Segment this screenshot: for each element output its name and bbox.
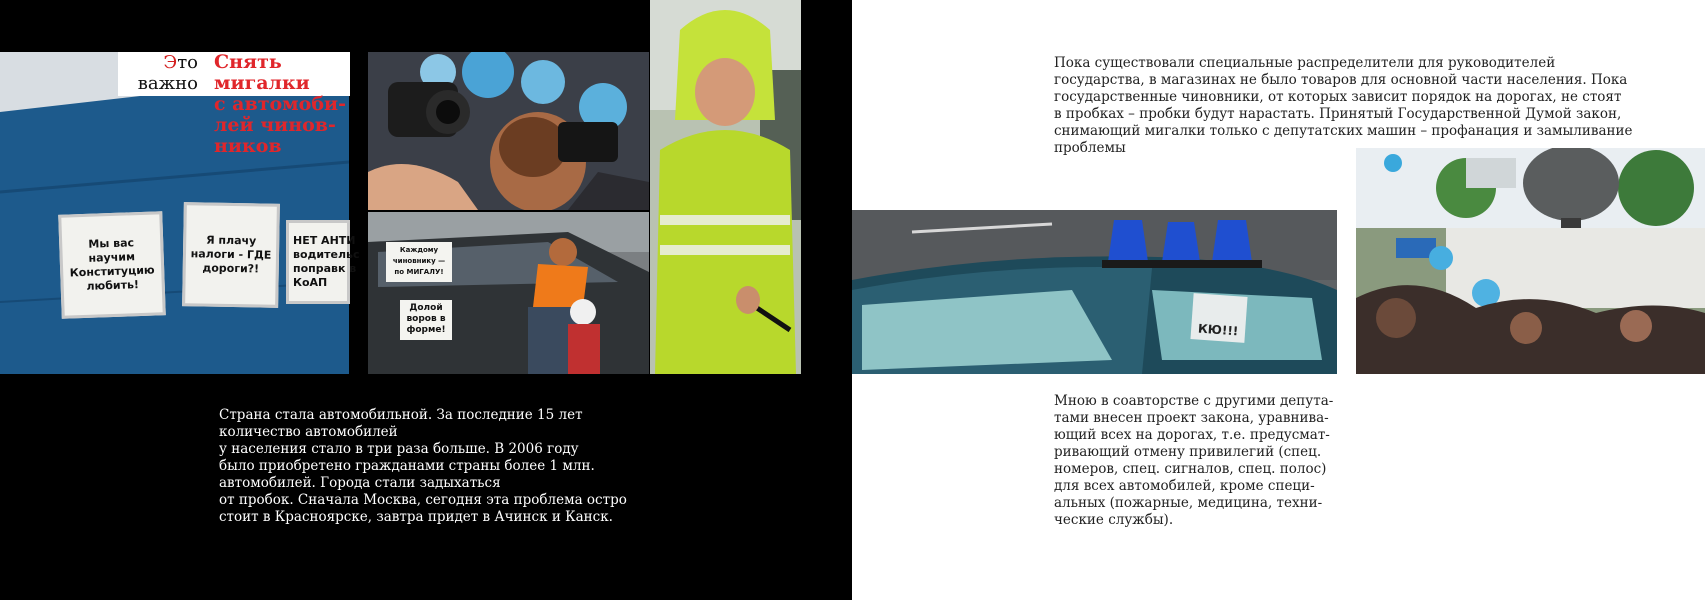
label-initial: Э bbox=[163, 52, 178, 73]
text-line: ческие службы). bbox=[1054, 512, 1174, 528]
left-body-text bbox=[219, 407, 639, 526]
title-line: Снять bbox=[214, 51, 282, 73]
car-sign: Каждому чиновнику — по МИГАЛУ! bbox=[386, 242, 452, 282]
protest-sign: Мы вас научим Конституцию любить! bbox=[58, 211, 166, 319]
text-line: проблемы bbox=[1054, 140, 1126, 156]
car-sign: Долой воров в форме! bbox=[400, 300, 452, 340]
protest-sign: Я плачу налоги - ГДЕ дороги?! bbox=[182, 202, 280, 308]
text-line: стоит в Красноярске, завтра придет в Ачинск и Канск. bbox=[219, 509, 613, 525]
text-line: от пробок. Сначала Москва, сегодня эта проблема остро bbox=[219, 492, 627, 508]
label-line-2: важно bbox=[137, 73, 198, 94]
text-line: было приобретено гражданами страны более 1 млн. bbox=[219, 458, 595, 474]
text-line: ющий всех на дорогах, т.е. предусмат- bbox=[1054, 427, 1330, 443]
police-car-photo bbox=[852, 210, 1337, 374]
text-line: номеров, спец. сигналов, спец. полос) bbox=[1054, 461, 1327, 477]
traffic-officer-photo bbox=[650, 0, 801, 374]
crowd-satellite-photo bbox=[1356, 148, 1705, 374]
text-line: Мною в соавторстве с другими депута- bbox=[1054, 393, 1334, 409]
section-title bbox=[214, 52, 354, 157]
text-line: государства, в магазинах не было товаров для основной части населения. Пока bbox=[1054, 72, 1628, 88]
photographers-photo bbox=[368, 52, 649, 210]
text-line: альных (пожарные, медицина, техни- bbox=[1054, 495, 1323, 511]
title-line: мигалки bbox=[214, 72, 310, 94]
right-top-text bbox=[1054, 55, 1654, 157]
protest-sign: НЕТ АНТИ водительс поправк в КоАП bbox=[286, 220, 350, 304]
text-line: снимающий мигалки только с депутатских машин – профанация и замыливание bbox=[1054, 123, 1633, 139]
text-line: Пока существовали специальные распределители для руководителей bbox=[1054, 55, 1556, 71]
text-line: государственные чиновники, от которых зависит порядок на дорогах, не стоят bbox=[1054, 89, 1622, 105]
right-bottom-text bbox=[1054, 393, 1354, 529]
section-label bbox=[128, 52, 198, 94]
label-rest: то bbox=[177, 52, 198, 73]
text-line: количество автомобилей bbox=[219, 424, 398, 440]
title-line: ников bbox=[214, 135, 282, 157]
title-line: лей чинов- bbox=[214, 114, 336, 136]
car-protest-photo bbox=[368, 212, 649, 374]
text-line: Страна стала автомобильной. За последние 15 лет bbox=[219, 407, 583, 423]
text-line: тами внесен проект закона, уравнива- bbox=[1054, 410, 1329, 426]
text-line: у населения стало в три раза больше. В 2006 году bbox=[219, 441, 579, 457]
title-line: с автомоби- bbox=[214, 93, 346, 115]
window-sign: КЮ!!! bbox=[1190, 293, 1247, 343]
text-line: для всех автомобилей, кроме специ- bbox=[1054, 478, 1315, 494]
text-line: автомобилей. Города стали задыхаться bbox=[219, 475, 501, 491]
text-line: ривающий отмену привилегий (спец. bbox=[1054, 444, 1322, 460]
text-line: в пробках – пробки будут нарастать. Принятый Государственной Думой закон, bbox=[1054, 106, 1622, 122]
